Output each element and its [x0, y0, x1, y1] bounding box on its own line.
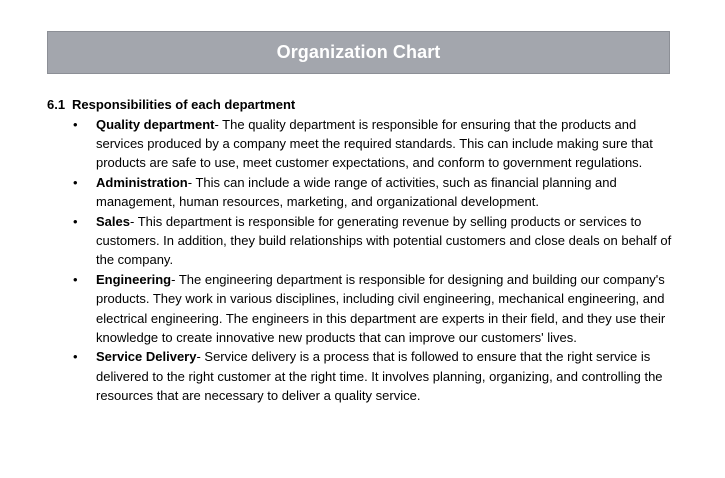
bullet-icon: • — [73, 271, 78, 287]
item-term: Quality department — [96, 116, 215, 132]
list-item-sales — [47, 212, 677, 270]
item-text: - Service delivery is a process that is followed to ensure that the right service is delivered to the right customer at the right time. It involves planning, organizing, and controlling the resources that are necessary to deliver a quality service. — [96, 349, 663, 404]
list-item-service-delivery — [47, 347, 677, 405]
item-text: - This can include a wide range of activities, such as financial planning and management, human resources, marketing, and organizational development. — [96, 174, 617, 210]
page-title: Organization Chart — [276, 42, 441, 62]
section-heading — [47, 95, 295, 114]
bullet-icon: • — [73, 116, 78, 132]
section-number: 6.1 — [47, 97, 66, 112]
item-text: - The engineering department is responsible for designing and building our company's products. They work in various disciplines, including civil engineering, mechanical engineering, and electrical engineering. The engineers in this department are experts in their field, and they use their knowledge to create innovative new products that can improve our customers' lives. — [96, 271, 666, 345]
list-item-quality — [47, 115, 677, 173]
item-text: - This department is responsible for generating revenue by selling products or services to customers. In addition, they build relationships with potential customers and close deals on behalf of the company. — [96, 213, 672, 268]
bullet-icon: • — [73, 174, 78, 190]
responsibilities-list — [47, 115, 677, 406]
title-bar — [47, 31, 670, 74]
item-term: Service Delivery — [96, 349, 197, 365]
item-term: Engineering — [96, 271, 172, 287]
bullet-icon: • — [73, 349, 78, 365]
list-item-administration — [47, 173, 677, 212]
item-term: Administration — [96, 174, 188, 190]
item-text: - The quality department is responsible for ensuring that the products and services produced by a company meet the required standards. This can include making sure that products are safe to use, meet customer expectations, and conform to government regulations. — [96, 116, 653, 171]
section-heading-text: Responsibilities of each department — [72, 97, 296, 112]
item-term: Sales — [96, 213, 130, 229]
bullet-icon: • — [73, 213, 78, 229]
list-item-engineering — [47, 270, 677, 348]
